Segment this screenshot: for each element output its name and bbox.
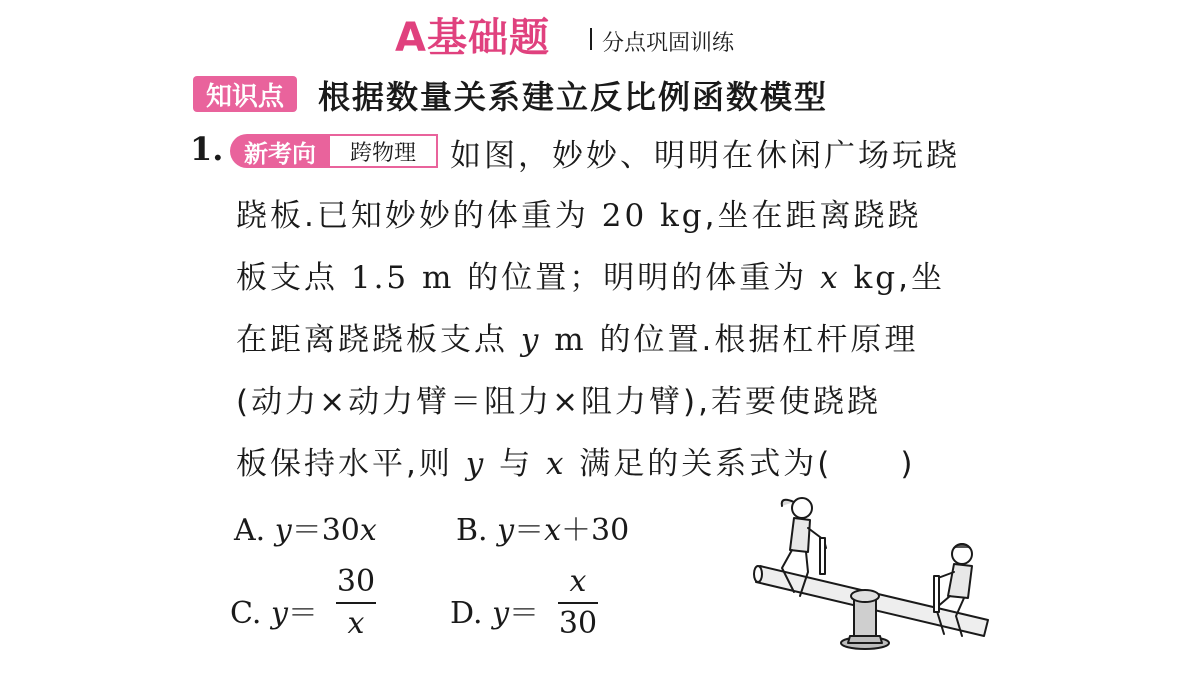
option-label: B. <box>456 513 488 548</box>
question-text: 满足的关系式为( ) <box>579 446 916 482</box>
variable-x: x <box>820 260 841 296</box>
question-text: 跷板.已知妙妙的体重为 <box>236 198 589 234</box>
question-text: ,坐 <box>898 260 945 296</box>
question-text: 与 <box>499 446 534 482</box>
new-direction-tag: 新考向 <box>230 134 330 168</box>
unit-kg: kg <box>853 260 899 296</box>
question-number: 1. <box>190 130 224 168</box>
fraction-bar <box>336 602 376 604</box>
variable-y: y <box>520 322 542 358</box>
question-line-2 <box>236 190 922 235</box>
fraction-numerator: 30 <box>336 564 376 599</box>
cross-subject-tag: 跨物理 <box>330 134 438 168</box>
question-line-4 <box>236 314 918 359</box>
title-divider <box>590 28 592 50</box>
unit-m: m <box>554 322 587 358</box>
variable-y: y <box>274 513 292 548</box>
fraction-denominator: 30 <box>558 606 598 641</box>
option-b[interactable] <box>456 505 629 549</box>
option-label: A. <box>234 513 266 548</box>
variable-y: y <box>270 596 288 631</box>
variable-x: x <box>359 513 377 548</box>
option-label: C. <box>230 596 262 631</box>
question-text: 的位置.根据杠杆原理 <box>599 322 919 358</box>
fraction-bar <box>558 602 598 604</box>
question-text: 在距离跷跷板支点 <box>236 322 508 358</box>
variable-y: y <box>497 513 515 548</box>
question-line-6 <box>236 438 915 483</box>
section-title: A基础题 <box>395 15 550 61</box>
option-expression: ＝30 <box>291 513 360 548</box>
weight-value: 20 kg <box>601 198 705 234</box>
seesaw-illustration <box>750 488 1000 658</box>
variable-x: x <box>545 446 567 482</box>
option-d[interactable] <box>450 588 539 632</box>
section-subtitle: 分点巩固训练 <box>602 31 735 56</box>
question-line-3 <box>236 252 945 297</box>
option-expression: ＝ <box>287 596 318 631</box>
question-text: 板支点 <box>236 260 338 296</box>
option-a[interactable] <box>234 505 377 549</box>
distance-value: 1.5 m <box>350 260 455 296</box>
option-label: D. <box>450 596 483 631</box>
knowledge-point-text: 根据数量关系建立反比例函数模型 <box>318 78 829 116</box>
question-text: 如图，妙妙、明明在休闲广场玩跷 <box>450 138 960 174</box>
fraction-denominator: x <box>347 606 365 641</box>
option-expression: ＋30 <box>561 513 630 548</box>
question-text: 的位置；明明的体重为 <box>467 260 808 296</box>
question-text: 板保持水平,则 <box>236 446 453 482</box>
option-expression: ＝ <box>514 513 545 548</box>
option-expression: ＝ <box>509 596 540 631</box>
option-d-fraction <box>558 564 598 642</box>
question-text: (动力×动力臂＝阻力×阻力臂),若要使跷跷 <box>236 384 881 420</box>
option-c-fraction <box>336 564 376 642</box>
question-text: ,坐在距离跷跷 <box>704 198 922 234</box>
variable-x: x <box>544 513 562 548</box>
variable-y: y <box>465 446 487 482</box>
question-line-1 <box>450 130 960 175</box>
knowledge-point-badge: 知识点 <box>193 76 297 112</box>
option-c[interactable] <box>230 588 318 632</box>
variable-y: y <box>492 596 510 631</box>
question-line-5 <box>236 376 881 421</box>
fraction-numerator: x <box>569 564 587 599</box>
